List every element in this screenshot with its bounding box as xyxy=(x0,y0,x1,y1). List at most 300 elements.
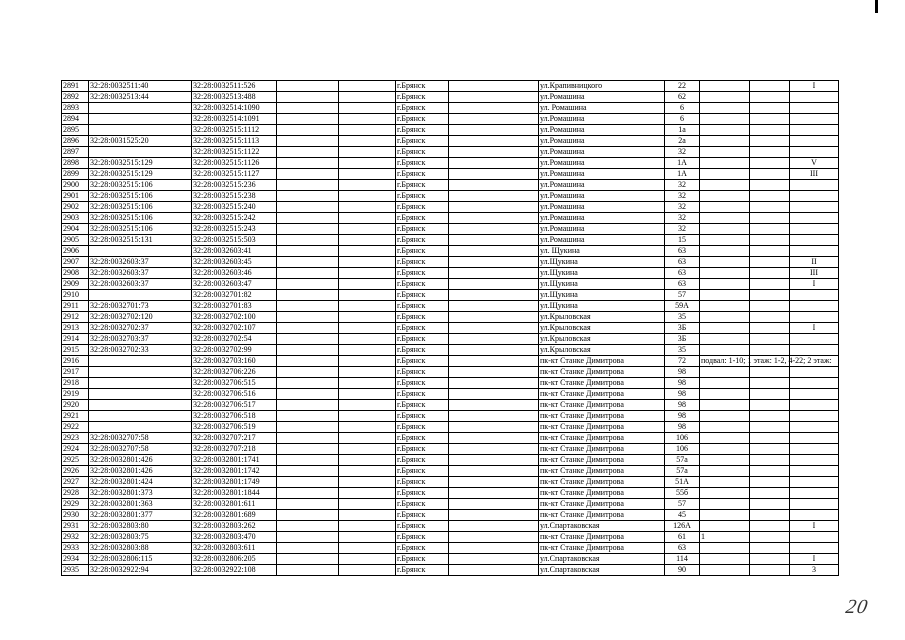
row-number-cell: 2920 xyxy=(62,400,89,411)
house-number-cell: 32 xyxy=(665,180,700,191)
col-7-cell xyxy=(449,422,539,433)
col-4-cell xyxy=(277,312,339,323)
premises-note-cell xyxy=(700,433,750,444)
apartment-cell xyxy=(790,466,839,477)
premises-note-cell xyxy=(700,213,750,224)
col-7-cell xyxy=(449,202,539,213)
row-number-cell: 2929 xyxy=(62,499,89,510)
col-4-cell xyxy=(277,444,339,455)
col-5-cell xyxy=(339,235,396,246)
table-row xyxy=(62,510,839,521)
row-number-cell: 2903 xyxy=(62,213,89,224)
city-cell: г.Брянск xyxy=(396,103,449,114)
premises-note-cell xyxy=(700,444,750,455)
street-cell: ул.Ромашина xyxy=(539,147,665,158)
table-row xyxy=(62,125,839,136)
table-row xyxy=(62,92,839,103)
object-cadastral-number-cell: 32:28:0032702:54 xyxy=(192,334,277,345)
house-number-cell: 1А xyxy=(665,158,700,169)
apartment-cell xyxy=(790,378,839,389)
premises-note-cell xyxy=(700,92,750,103)
row-number-cell: 2905 xyxy=(62,235,89,246)
col-11-cell xyxy=(750,521,790,532)
apartment-cell xyxy=(790,455,839,466)
row-number-cell: 2895 xyxy=(62,125,89,136)
col-11-cell xyxy=(750,389,790,400)
page-number-text: 20 xyxy=(844,596,871,618)
col-5-cell xyxy=(339,279,396,290)
table-row xyxy=(62,268,839,279)
city-cell: г.Брянск xyxy=(396,224,449,235)
street-cell: ул.Ромашина xyxy=(539,169,665,180)
apartment-cell xyxy=(790,213,839,224)
col-7-cell xyxy=(449,367,539,378)
col-11-cell xyxy=(750,554,790,565)
premises-note-cell xyxy=(700,257,750,268)
apartment-cell: 3 xyxy=(790,565,839,576)
col-7-cell xyxy=(449,224,539,235)
parcel-cadastral-number-cell xyxy=(89,367,192,378)
parcel-cadastral-number-cell xyxy=(89,389,192,400)
col-5-cell xyxy=(339,532,396,543)
col-4-cell xyxy=(277,565,339,576)
table-row xyxy=(62,433,839,444)
col-5-cell xyxy=(339,477,396,488)
premises-note-cell xyxy=(700,554,750,565)
col-7-cell xyxy=(449,499,539,510)
col-11-cell xyxy=(750,312,790,323)
apartment-cell xyxy=(790,400,839,411)
col-5-cell xyxy=(339,257,396,268)
col-7-cell xyxy=(449,180,539,191)
table-row xyxy=(62,411,839,422)
row-number-cell: 2918 xyxy=(62,378,89,389)
col-7-cell xyxy=(449,279,539,290)
object-cadastral-number-cell: 32:28:0032803:262 xyxy=(192,521,277,532)
premises-note-cell xyxy=(700,202,750,213)
col-5-cell xyxy=(339,334,396,345)
house-number-cell: 63 xyxy=(665,279,700,290)
table-row xyxy=(62,246,839,257)
apartment-cell xyxy=(790,180,839,191)
col-7-cell xyxy=(449,268,539,279)
row-number-cell: 2934 xyxy=(62,554,89,565)
parcel-cadastral-number-cell: 32:28:0032515:129 xyxy=(89,169,192,180)
city-cell: г.Брянск xyxy=(396,81,449,92)
col-4-cell xyxy=(277,356,339,367)
house-number-cell: 1а xyxy=(665,125,700,136)
house-number-cell: 22 xyxy=(665,81,700,92)
city-cell: г.Брянск xyxy=(396,543,449,554)
table-row xyxy=(62,499,839,510)
city-cell: г.Брянск xyxy=(396,378,449,389)
col-11-cell xyxy=(750,411,790,422)
premises-note-cell xyxy=(700,565,750,576)
city-cell: г.Брянск xyxy=(396,477,449,488)
row-number-cell: 2922 xyxy=(62,422,89,433)
city-cell: г.Брянск xyxy=(396,147,449,158)
col-4-cell xyxy=(277,488,339,499)
col-11-cell xyxy=(750,466,790,477)
col-7-cell xyxy=(449,356,539,367)
house-number-cell: 15 xyxy=(665,235,700,246)
object-cadastral-number-cell: 32:28:0032515:242 xyxy=(192,213,277,224)
row-number-cell: 2921 xyxy=(62,411,89,422)
city-cell: г.Брянск xyxy=(396,466,449,477)
premises-note-cell xyxy=(700,389,750,400)
street-cell: ул.Крыловская xyxy=(539,345,665,356)
street-cell: пк-кт Станке Димитрова xyxy=(539,367,665,378)
table-row xyxy=(62,367,839,378)
row-number-cell: 2894 xyxy=(62,114,89,125)
col-11-cell xyxy=(750,510,790,521)
table-row xyxy=(62,488,839,499)
parcel-cadastral-number-cell: 32:28:0032801:373 xyxy=(89,488,192,499)
col-11-cell xyxy=(750,213,790,224)
register-table-body xyxy=(62,81,839,576)
col-5-cell xyxy=(339,543,396,554)
house-number-cell: 32 xyxy=(665,202,700,213)
row-number-cell: 2931 xyxy=(62,521,89,532)
object-cadastral-number-cell: 32:28:0032706:517 xyxy=(192,400,277,411)
city-cell: г.Брянск xyxy=(396,290,449,301)
street-cell: пк-кт Станке Димитрова xyxy=(539,532,665,543)
table-row xyxy=(62,81,839,92)
col-5-cell xyxy=(339,202,396,213)
table-row xyxy=(62,279,839,290)
object-cadastral-number-cell: 32:28:0032702:99 xyxy=(192,345,277,356)
parcel-cadastral-number-cell: 32:28:0032801:424 xyxy=(89,477,192,488)
house-number-cell: 114 xyxy=(665,554,700,565)
row-number-cell: 2932 xyxy=(62,532,89,543)
col-5-cell xyxy=(339,125,396,136)
col-7-cell xyxy=(449,147,539,158)
object-cadastral-number-cell: 32:28:0032603:47 xyxy=(192,279,277,290)
apartment-cell xyxy=(790,345,839,356)
col-11-cell xyxy=(750,565,790,576)
row-number-cell: 2907 xyxy=(62,257,89,268)
col-5-cell xyxy=(339,499,396,510)
col-4-cell xyxy=(277,510,339,521)
apartment-cell xyxy=(790,367,839,378)
table-row xyxy=(62,158,839,169)
col-7-cell xyxy=(449,191,539,202)
col-11-cell xyxy=(750,235,790,246)
premises-note-cell xyxy=(700,312,750,323)
parcel-cadastral-number-cell: 32:28:0032801:377 xyxy=(89,510,192,521)
table-row xyxy=(62,147,839,158)
col-5-cell xyxy=(339,466,396,477)
col-11-cell xyxy=(750,279,790,290)
object-cadastral-number-cell: 32:28:0032803:611 xyxy=(192,543,277,554)
col-11-cell xyxy=(750,158,790,169)
object-cadastral-number-cell: 32:28:0032702:107 xyxy=(192,323,277,334)
parcel-cadastral-number-cell: 32:28:0032806:115 xyxy=(89,554,192,565)
object-cadastral-number-cell: 32:28:0032515:1126 xyxy=(192,158,277,169)
object-cadastral-number-cell: 32:28:0032707:217 xyxy=(192,433,277,444)
col-7-cell xyxy=(449,554,539,565)
parcel-cadastral-number-cell xyxy=(89,125,192,136)
parcel-cadastral-number-cell xyxy=(89,103,192,114)
city-cell: г.Брянск xyxy=(396,180,449,191)
object-cadastral-number-cell: 32:28:0032515:1122 xyxy=(192,147,277,158)
object-cadastral-number-cell: 32:28:0032513:488 xyxy=(192,92,277,103)
premises-note-cell xyxy=(700,180,750,191)
street-cell: пк-кт Станке Димитрова xyxy=(539,378,665,389)
table-row xyxy=(62,466,839,477)
object-cadastral-number-cell: 32:28:0032706:518 xyxy=(192,411,277,422)
parcel-cadastral-number-cell: 32:28:0032603:37 xyxy=(89,257,192,268)
apartment-cell: III xyxy=(790,169,839,180)
col-4-cell xyxy=(277,158,339,169)
col-4-cell xyxy=(277,554,339,565)
row-number-cell: 2919 xyxy=(62,389,89,400)
street-cell: ул.Ромашина xyxy=(539,224,665,235)
city-cell: г.Брянск xyxy=(396,334,449,345)
premises-note-cell xyxy=(700,521,750,532)
row-number-cell: 2896 xyxy=(62,136,89,147)
col-11-cell xyxy=(750,488,790,499)
col-7-cell xyxy=(449,301,539,312)
premises-note-cell xyxy=(700,103,750,114)
premises-note-cell xyxy=(700,477,750,488)
col-4-cell xyxy=(277,334,339,345)
house-number-cell: 98 xyxy=(665,389,700,400)
parcel-cadastral-number-cell: 32:28:0032515:106 xyxy=(89,224,192,235)
parcel-cadastral-number-cell: 32:28:0032801:426 xyxy=(89,466,192,477)
col-11-cell xyxy=(750,202,790,213)
table-row xyxy=(62,554,839,565)
apartment-cell xyxy=(790,510,839,521)
apartment-cell xyxy=(790,202,839,213)
house-number-cell: 57 xyxy=(665,499,700,510)
table-row xyxy=(62,532,839,543)
table-row xyxy=(62,323,839,334)
street-cell: ул.Спартаковская xyxy=(539,521,665,532)
premises-note-cell xyxy=(700,246,750,257)
table-row xyxy=(62,565,839,576)
house-number-cell: 6 xyxy=(665,114,700,125)
apartment-cell xyxy=(790,114,839,125)
premises-note-cell xyxy=(700,345,750,356)
house-number-cell: 90 xyxy=(665,565,700,576)
city-cell: г.Брянск xyxy=(396,565,449,576)
premises-note-cell xyxy=(700,367,750,378)
col-4-cell xyxy=(277,235,339,246)
premises-note-cell: 1 xyxy=(700,532,750,543)
object-cadastral-number-cell: 32:28:0032706:519 xyxy=(192,422,277,433)
col-4-cell xyxy=(277,323,339,334)
col-4-cell xyxy=(277,213,339,224)
apartment-cell xyxy=(790,488,839,499)
table-row xyxy=(62,290,839,301)
street-cell: пк-кт Станке Димитрова xyxy=(539,411,665,422)
col-5-cell xyxy=(339,246,396,257)
col-5-cell xyxy=(339,455,396,466)
table-row xyxy=(62,477,839,488)
row-number-cell: 2900 xyxy=(62,180,89,191)
col-4-cell xyxy=(277,378,339,389)
street-cell: пк-кт Станке Димитрова xyxy=(539,510,665,521)
col-7-cell xyxy=(449,521,539,532)
col-5-cell xyxy=(339,554,396,565)
apartment-cell xyxy=(790,246,839,257)
house-number-cell: 32 xyxy=(665,191,700,202)
col-5-cell xyxy=(339,323,396,334)
row-number-cell: 2916 xyxy=(62,356,89,367)
object-cadastral-number-cell: 32:28:0032706:516 xyxy=(192,389,277,400)
street-cell: ул.Крыловская xyxy=(539,312,665,323)
col-11-cell xyxy=(750,224,790,235)
apartment-cell: I xyxy=(790,521,839,532)
row-number-cell: 2927 xyxy=(62,477,89,488)
col-4-cell xyxy=(277,268,339,279)
city-cell: г.Брянск xyxy=(396,235,449,246)
apartment-cell xyxy=(790,532,839,543)
col-4-cell xyxy=(277,499,339,510)
col-5-cell xyxy=(339,378,396,389)
col-11-cell xyxy=(750,532,790,543)
parcel-cadastral-number-cell xyxy=(89,378,192,389)
col-11-cell xyxy=(750,125,790,136)
row-number-cell: 2930 xyxy=(62,510,89,521)
row-number-cell: 2914 xyxy=(62,334,89,345)
house-number-cell: 3Б xyxy=(665,323,700,334)
premises-note-cell xyxy=(700,323,750,334)
apartment-cell xyxy=(790,477,839,488)
table-row xyxy=(62,422,839,433)
street-cell: ул.Ромашина xyxy=(539,202,665,213)
col-7-cell xyxy=(449,488,539,499)
city-cell: г.Брянск xyxy=(396,301,449,312)
col-11-cell xyxy=(750,400,790,411)
table-row xyxy=(62,312,839,323)
col-11-cell xyxy=(750,323,790,334)
col-5-cell xyxy=(339,301,396,312)
row-number-cell: 2891 xyxy=(62,81,89,92)
col-7-cell xyxy=(449,213,539,224)
house-number-cell: 62 xyxy=(665,92,700,103)
col-4-cell xyxy=(277,411,339,422)
table-row xyxy=(62,334,839,345)
col-4-cell xyxy=(277,422,339,433)
col-7-cell xyxy=(449,92,539,103)
object-cadastral-number-cell: 32:28:0032514:1091 xyxy=(192,114,277,125)
city-cell: г.Брянск xyxy=(396,114,449,125)
city-cell: г.Брянск xyxy=(396,169,449,180)
premises-note-cell xyxy=(700,235,750,246)
parcel-cadastral-number-cell: 32:28:0032515:106 xyxy=(89,202,192,213)
col-5-cell xyxy=(339,180,396,191)
table-row xyxy=(62,444,839,455)
street-cell: ул.Крапивницкого xyxy=(539,81,665,92)
col-4-cell xyxy=(277,279,339,290)
table-row xyxy=(62,191,839,202)
apartment-cell xyxy=(790,499,839,510)
city-cell: г.Брянск xyxy=(396,510,449,521)
object-cadastral-number-cell: 32:28:0032801:1741 xyxy=(192,455,277,466)
col-4-cell xyxy=(277,92,339,103)
city-cell: г.Брянск xyxy=(396,367,449,378)
premises-note-cell xyxy=(700,125,750,136)
street-cell: пк-кт Станке Димитрова xyxy=(539,455,665,466)
parcel-cadastral-number-cell xyxy=(89,356,192,367)
row-number-cell: 2908 xyxy=(62,268,89,279)
col-5-cell xyxy=(339,411,396,422)
table-row xyxy=(62,202,839,213)
col-5-cell xyxy=(339,268,396,279)
col-7-cell xyxy=(449,433,539,444)
apartment-cell xyxy=(790,433,839,444)
col-7-cell xyxy=(449,543,539,554)
street-cell: ул.Крыловская xyxy=(539,323,665,334)
house-number-cell: 1А xyxy=(665,169,700,180)
col-11-cell xyxy=(750,499,790,510)
object-cadastral-number-cell: 32:28:0032515:240 xyxy=(192,202,277,213)
city-cell: г.Брянск xyxy=(396,268,449,279)
house-number-cell: 57а xyxy=(665,466,700,477)
row-number-cell: 2904 xyxy=(62,224,89,235)
premises-note-cell xyxy=(700,510,750,521)
city-cell: г.Брянск xyxy=(396,444,449,455)
house-number-cell: 61 xyxy=(665,532,700,543)
col-5-cell xyxy=(339,92,396,103)
col-7-cell xyxy=(449,345,539,356)
col-7-cell xyxy=(449,290,539,301)
table-row xyxy=(62,103,839,114)
table-row xyxy=(62,356,839,367)
object-cadastral-number-cell: 32:28:0032511:526 xyxy=(192,81,277,92)
street-cell: ул.Щукина xyxy=(539,268,665,279)
col-11-cell xyxy=(750,257,790,268)
row-number-cell: 2923 xyxy=(62,433,89,444)
house-number-cell: 59А xyxy=(665,301,700,312)
city-cell: г.Брянск xyxy=(396,202,449,213)
house-number-cell: 98 xyxy=(665,367,700,378)
object-cadastral-number-cell: 32:28:0032603:46 xyxy=(192,268,277,279)
house-number-cell: 32 xyxy=(665,213,700,224)
street-cell: пк-кт Станке Димитрова xyxy=(539,543,665,554)
street-cell: ул.Щукина xyxy=(539,257,665,268)
parcel-cadastral-number-cell: 32:28:0032803:88 xyxy=(89,543,192,554)
col-7-cell xyxy=(449,389,539,400)
street-cell: ул.Ромашина xyxy=(539,114,665,125)
city-cell: г.Брянск xyxy=(396,345,449,356)
object-cadastral-number-cell: 32:28:0032515:236 xyxy=(192,180,277,191)
col-7-cell xyxy=(449,466,539,477)
object-cadastral-number-cell: 32:28:0032806:205 xyxy=(192,554,277,565)
parcel-cadastral-number-cell: 32:28:0032801:363 xyxy=(89,499,192,510)
object-cadastral-number-cell: 32:28:0032701:83 xyxy=(192,301,277,312)
col-4-cell xyxy=(277,433,339,444)
col-4-cell xyxy=(277,246,339,257)
city-cell: г.Брянск xyxy=(396,92,449,103)
apartment-cell xyxy=(790,543,839,554)
row-number-cell: 2898 xyxy=(62,158,89,169)
parcel-cadastral-number-cell: 32:28:0032511:40 xyxy=(89,81,192,92)
col-11-cell xyxy=(750,477,790,488)
object-cadastral-number-cell: 32:28:0032801:689 xyxy=(192,510,277,521)
premises-note-cell xyxy=(700,400,750,411)
house-number-cell: 98 xyxy=(665,378,700,389)
col-11-cell xyxy=(750,147,790,158)
row-number-cell: 2928 xyxy=(62,488,89,499)
object-cadastral-number-cell: 32:28:0032515:1127 xyxy=(192,169,277,180)
parcel-cadastral-number-cell: 32:28:0032703:37 xyxy=(89,334,192,345)
col-4-cell xyxy=(277,477,339,488)
apartment-cell: III xyxy=(790,268,839,279)
object-cadastral-number-cell: 32:28:0032515:503 xyxy=(192,235,277,246)
